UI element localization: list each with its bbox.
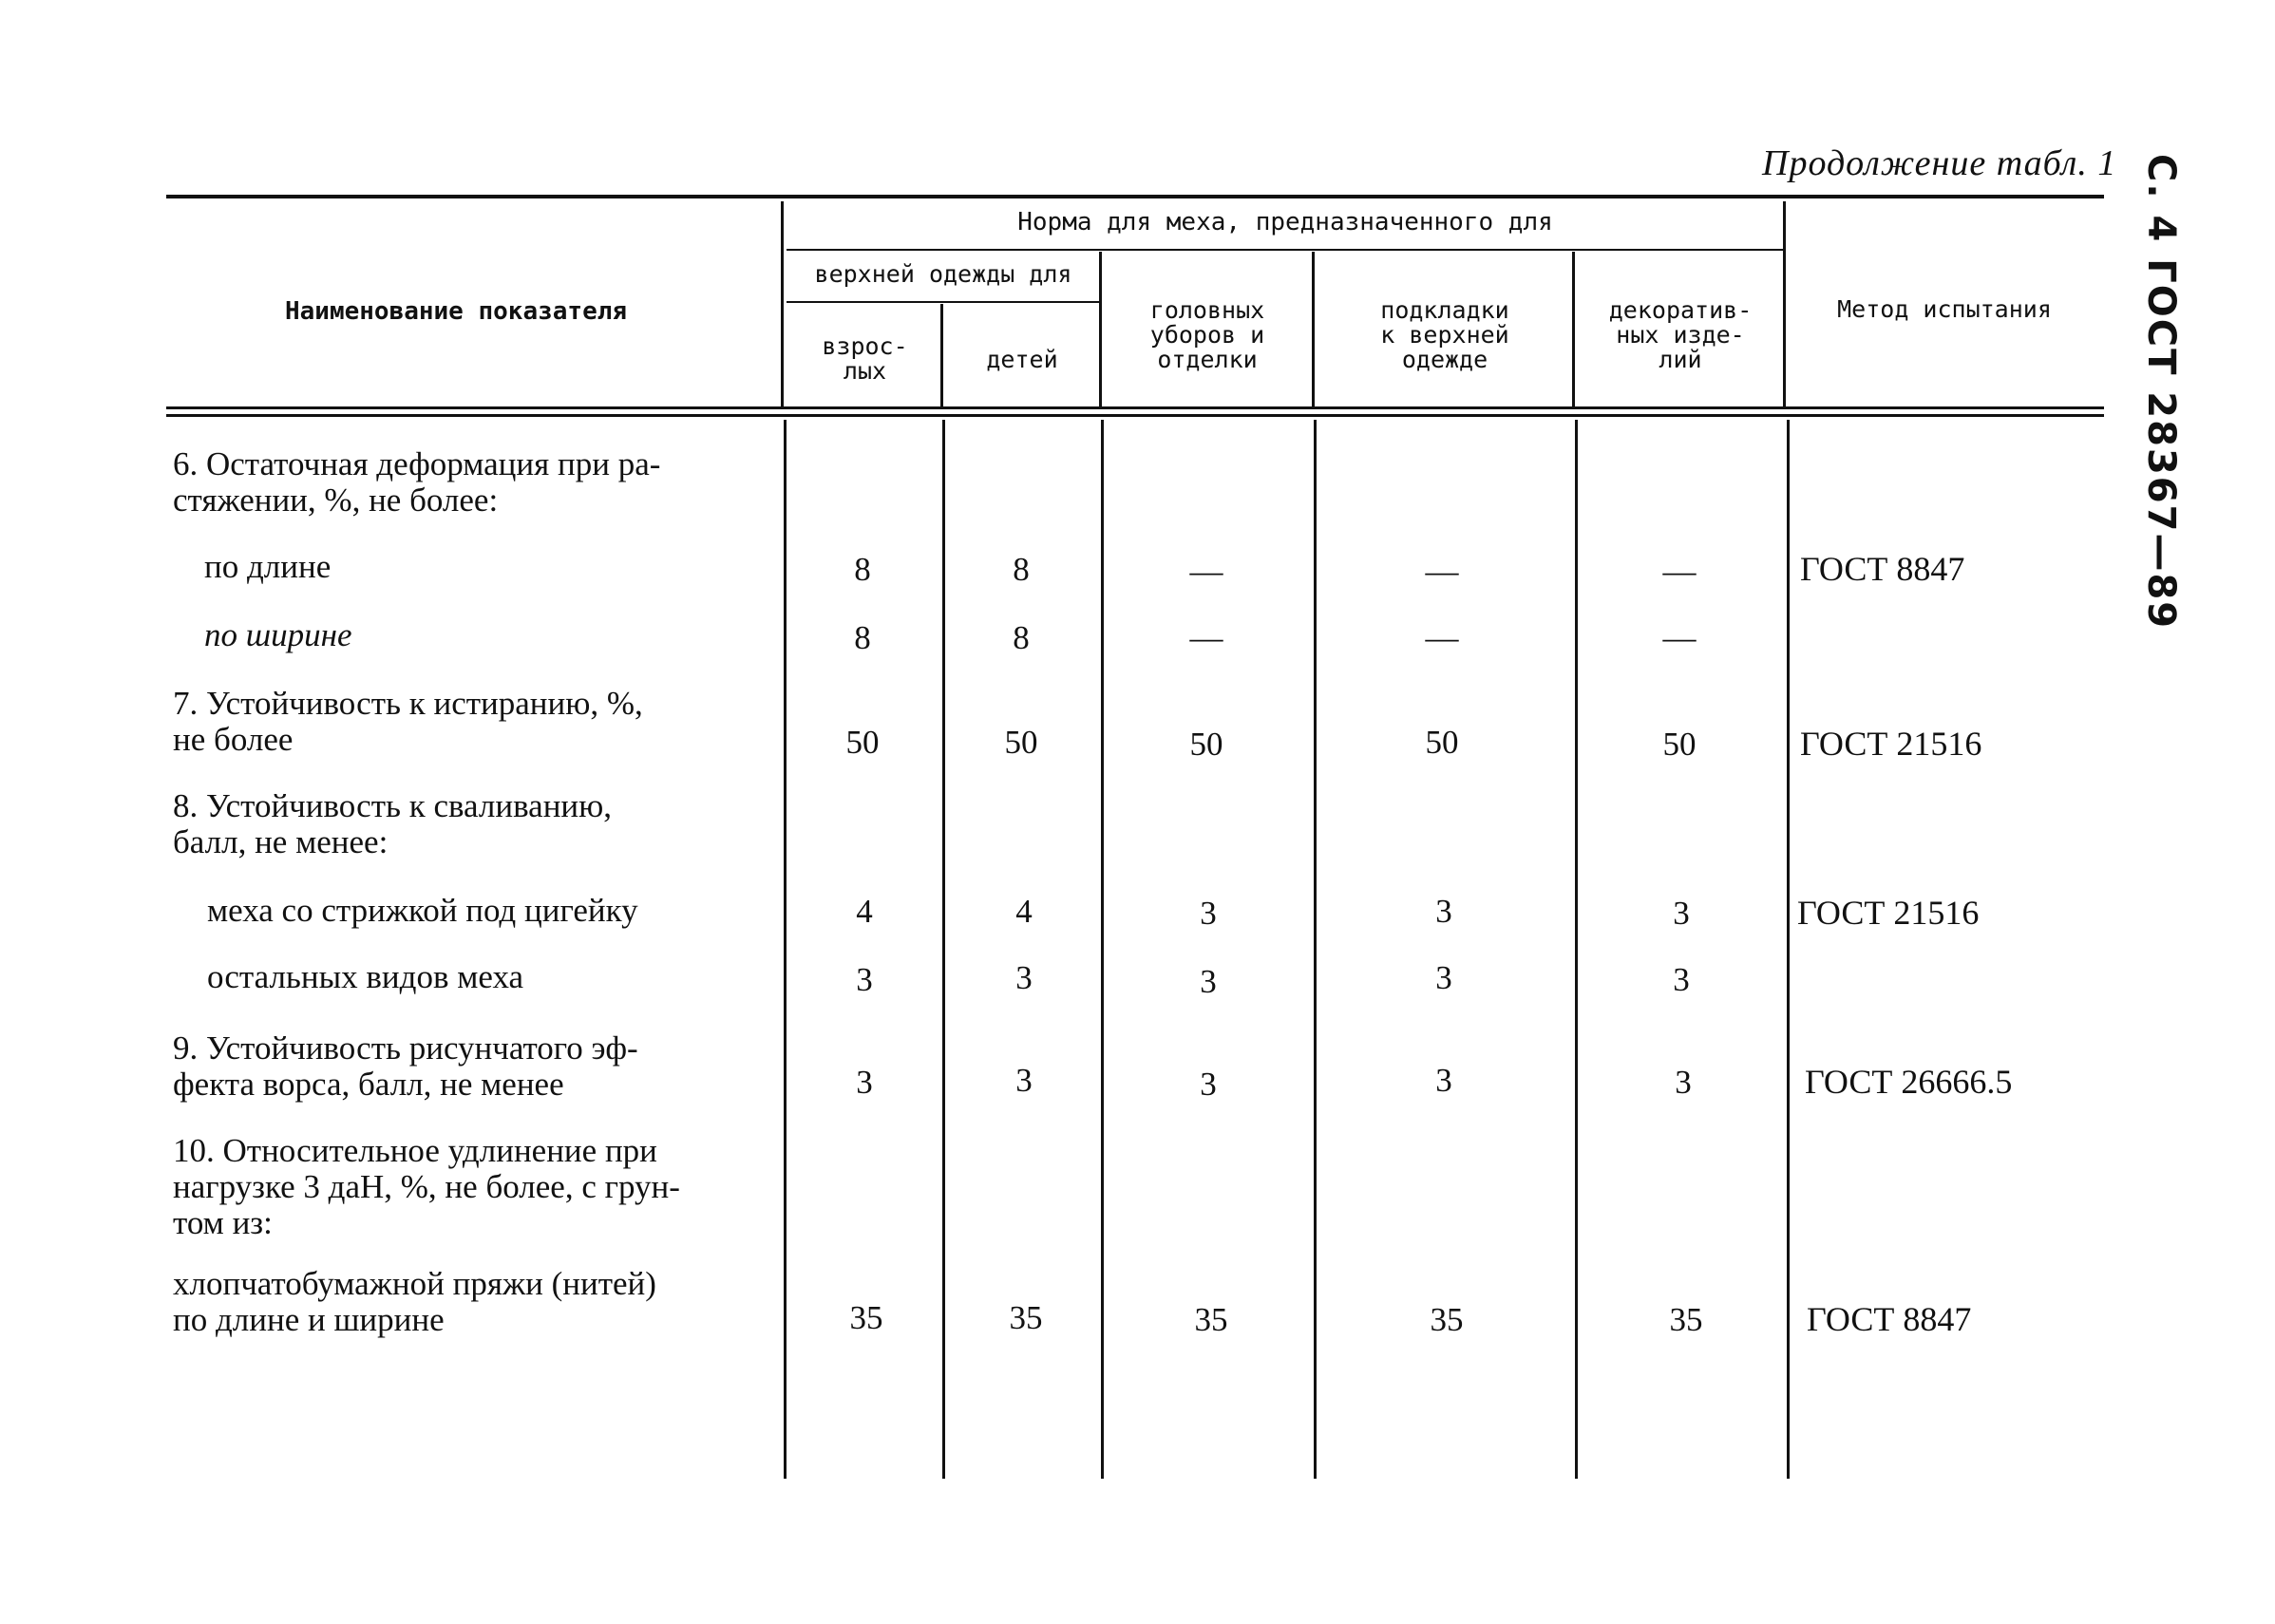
value-headwear: — xyxy=(1189,619,1223,656)
value-lining: 3 xyxy=(1435,893,1452,930)
value-headwear: 35 xyxy=(1194,1301,1228,1338)
header-divider xyxy=(781,201,784,406)
value-children: 4 xyxy=(1015,893,1033,930)
value-decorative: 3 xyxy=(1673,961,1690,998)
test-method: ГОСТ 26666.5 xyxy=(1805,1063,2013,1101)
value-headwear: 50 xyxy=(1189,726,1223,763)
value-adults: 50 xyxy=(845,724,880,761)
body-divider xyxy=(1787,420,1790,1479)
row-indicator: по длине xyxy=(204,548,332,585)
value-adults: 4 xyxy=(856,893,873,930)
row-indicator: 6. Остаточная деформация при ра- стяжении, %, не более: xyxy=(173,445,661,519)
value-lining: 3 xyxy=(1435,959,1452,996)
test-method: ГОСТ 8847 xyxy=(1807,1300,1972,1338)
value-adults: 35 xyxy=(849,1299,883,1336)
row-indicator: остальных видов меха xyxy=(207,958,524,995)
value-children: 35 xyxy=(1009,1299,1043,1336)
body-divider xyxy=(1575,420,1578,1479)
row-indicator: 7. Устойчивость к истиранию, %, не более xyxy=(173,685,643,758)
outerwear-group-header: верхней одежды для xyxy=(814,260,1072,288)
value-decorative: 35 xyxy=(1669,1301,1703,1338)
norm-group-header: Норма для меха, предназначенного для xyxy=(1017,208,1553,236)
body-divider xyxy=(1314,420,1317,1479)
value-decorative: 50 xyxy=(1662,726,1697,763)
outerwear-group-rule xyxy=(787,301,1100,303)
value-headwear: 3 xyxy=(1200,895,1217,932)
adults-column-header: взрос- лых xyxy=(822,332,908,385)
headwear-column-header: головных уборов и отделки xyxy=(1149,296,1265,373)
value-decorative: 3 xyxy=(1675,1064,1692,1101)
row-indicator: меха со стрижкой под цигейку xyxy=(207,892,638,929)
children-column-header: детей xyxy=(986,346,1058,373)
value-adults: 3 xyxy=(856,961,873,998)
test-method: ГОСТ 21516 xyxy=(1800,725,1982,763)
norm-group-rule xyxy=(787,249,1784,251)
value-decorative: 3 xyxy=(1673,895,1690,932)
body-divider xyxy=(942,420,945,1479)
value-lining: 50 xyxy=(1425,724,1459,761)
value-lining: — xyxy=(1425,553,1459,590)
test-method: ГОСТ 21516 xyxy=(1797,894,1980,932)
value-children: 50 xyxy=(1004,724,1038,761)
row-indicator: по ширине xyxy=(204,616,352,653)
value-headwear: 3 xyxy=(1200,1066,1217,1103)
body-divider xyxy=(1101,420,1104,1479)
value-children: 3 xyxy=(1015,1062,1033,1099)
value-children: 8 xyxy=(1013,619,1030,656)
header-bottom-rule-2 xyxy=(166,414,2104,417)
body-divider xyxy=(784,420,787,1479)
header-bottom-rule-1 xyxy=(166,406,2104,409)
value-lining: 3 xyxy=(1435,1062,1452,1099)
value-children: 3 xyxy=(1015,959,1033,996)
test-method: ГОСТ 8847 xyxy=(1800,550,1965,588)
continuation-title: Продолжение табл. 1 xyxy=(1762,143,2117,183)
value-lining: 35 xyxy=(1430,1301,1464,1338)
value-children: 8 xyxy=(1013,551,1030,588)
value-lining: — xyxy=(1425,619,1459,656)
decorative-column-header: декоратив- ных изде- лий xyxy=(1608,296,1753,373)
value-adults: 8 xyxy=(854,619,871,656)
value-adults: 3 xyxy=(856,1064,873,1101)
side-page-header: С. 4 ГОСТ 28367—89 xyxy=(2139,154,2183,631)
value-decorative: — xyxy=(1662,553,1697,590)
value-headwear: 3 xyxy=(1200,963,1217,1000)
row-indicator: хлопчатобумажной пряжи (нитей) по длине и ширине xyxy=(173,1265,656,1338)
row-indicator: 8. Устойчивость к сваливанию, балл, не менее: xyxy=(173,787,613,860)
value-decorative: — xyxy=(1662,619,1697,656)
table-top-rule xyxy=(166,195,2104,198)
value-adults: 8 xyxy=(854,551,871,588)
indicator-column-header: Наименование показателя xyxy=(285,297,628,326)
value-headwear: — xyxy=(1189,553,1223,590)
row-indicator: 10. Относительное удлинение при нагрузке 3 даН, %, не более, с грун- том из: xyxy=(173,1132,680,1241)
lining-column-header: подкладки к верхней одежде xyxy=(1380,296,1509,373)
method-column-header: Метод испытания xyxy=(1837,295,2052,323)
row-indicator: 9. Устойчивость рисунчатого эф- фекта ворса, балл, не менее xyxy=(173,1029,638,1103)
